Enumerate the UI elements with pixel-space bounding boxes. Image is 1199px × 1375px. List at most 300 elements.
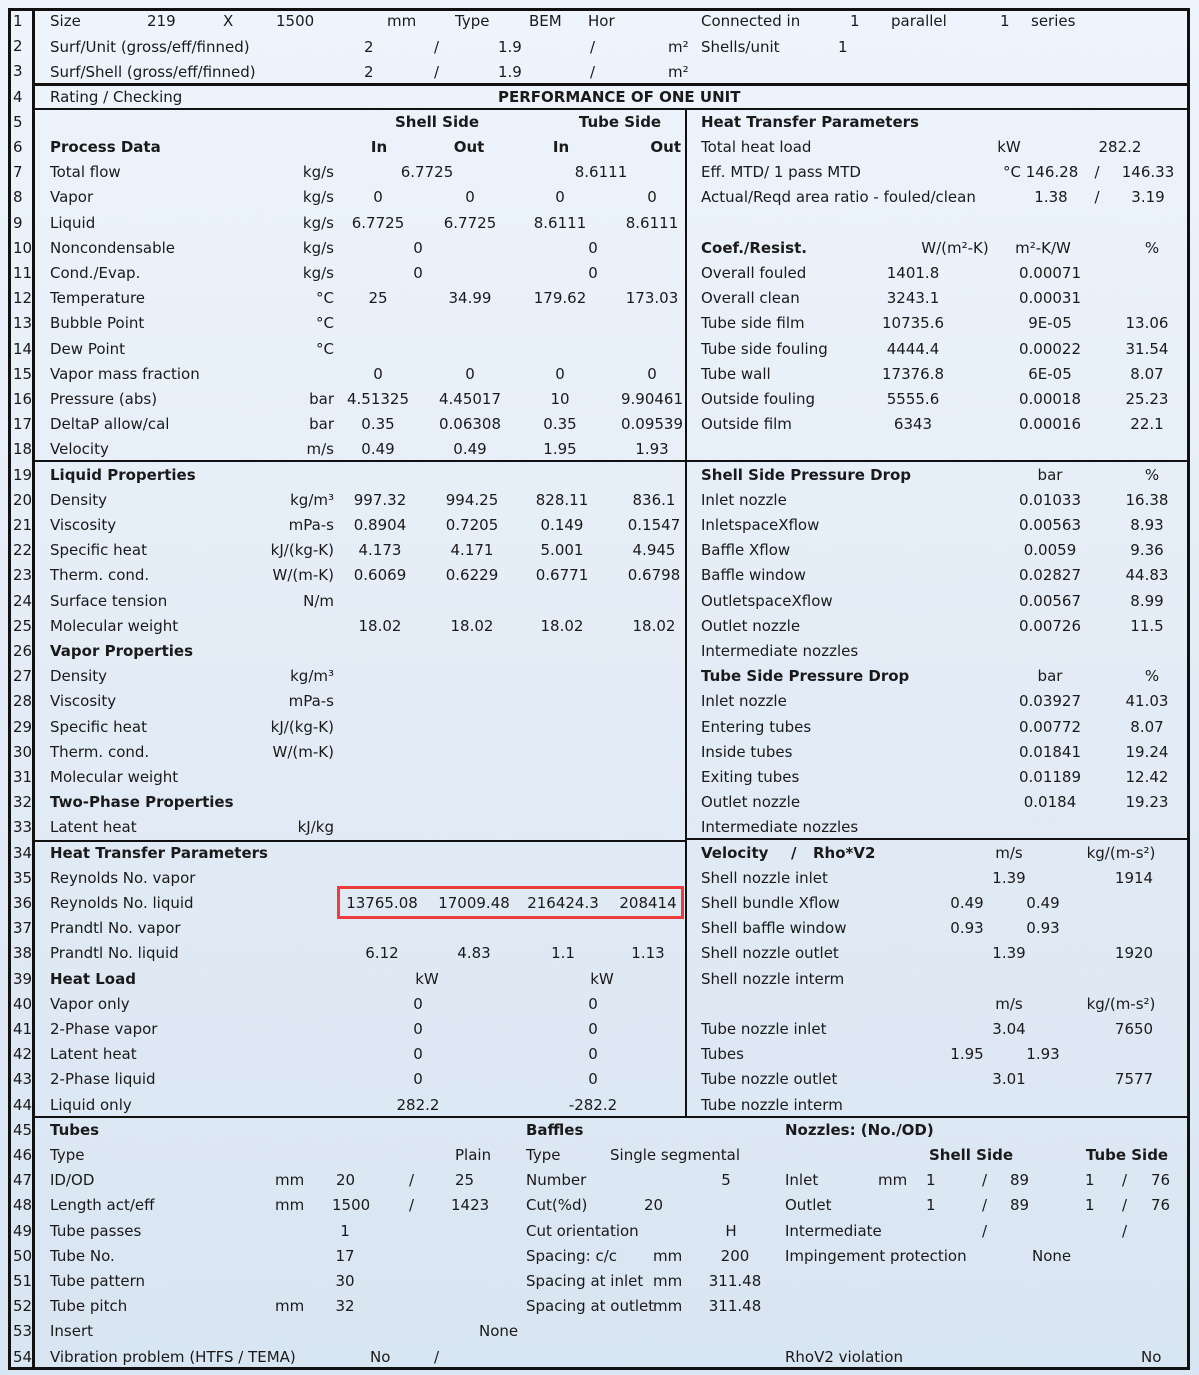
slash: /	[791, 844, 797, 862]
coef-row-label: Outside fouling	[701, 390, 816, 408]
length-act: 1500	[332, 1196, 371, 1214]
row-number: 3	[13, 62, 23, 80]
tube-id: 20	[336, 1171, 356, 1189]
cut-label: Cut(%d)	[526, 1196, 588, 1214]
coef-value: 5555.6	[886, 390, 940, 408]
number-label: Number	[526, 1171, 587, 1189]
bar-value: 0.01189	[1018, 768, 1082, 786]
pct-value: 11.5	[1130, 617, 1164, 635]
tube-dp-label: Outlet nozzle	[701, 793, 801, 811]
velocity-unit: m/s	[995, 995, 1023, 1013]
pct-value: 41.03	[1125, 692, 1169, 710]
htp-left-label: Prandtl No. vapor	[50, 919, 181, 937]
vibration-htfs: No	[370, 1348, 391, 1366]
value: 4.51325	[346, 390, 410, 408]
size-a: 219	[147, 12, 176, 30]
bar-value: 0.00567	[1018, 592, 1082, 610]
unit: mm	[275, 1196, 305, 1214]
row-number: 4	[13, 88, 23, 106]
pitch-label: Tube pitch	[50, 1297, 128, 1315]
pct-value: 8.93	[1130, 516, 1164, 534]
vapor-title: Vapor Properties	[50, 642, 193, 660]
process-row-label: Velocity	[50, 440, 109, 458]
baffle-type-value: Single segmental	[610, 1146, 741, 1164]
area-fouled: 1.38	[1034, 188, 1068, 206]
process-row-label: Pressure (abs)	[50, 390, 158, 408]
tube-value: 0	[588, 1070, 598, 1088]
resist-unit: m²-K/W	[1015, 239, 1071, 257]
coef-title: Coef./Resist.	[701, 239, 807, 257]
row-number: 20	[13, 491, 33, 509]
value: 0	[555, 365, 565, 383]
value: 994.25	[445, 491, 499, 509]
heat-load-unit: kW	[415, 970, 439, 988]
velocity-b: 1.93	[1026, 1045, 1060, 1063]
spacing-value: 200	[720, 1247, 750, 1265]
insert-value: None	[479, 1322, 519, 1340]
bar-value: 0.0184	[1023, 793, 1077, 811]
value: 0.6798	[627, 566, 681, 584]
row-number: 1	[13, 12, 23, 30]
nozzle-intermediate-label: Intermediate	[785, 1222, 882, 1240]
tube-no-value: 17	[335, 1247, 355, 1265]
value: 89	[1010, 1171, 1030, 1189]
liquid-row-label: Therm. cond.	[50, 566, 150, 584]
unit: °C	[316, 314, 334, 332]
velocity-row-label: Tube nozzle outlet	[701, 1070, 838, 1088]
connected-label: Connected in	[701, 12, 801, 30]
spacing-inlet-label: Spacing at inlet	[526, 1272, 644, 1290]
bar-value: 0.01841	[1018, 743, 1082, 761]
value: 216424.3	[527, 894, 599, 912]
value: 6.12	[365, 944, 399, 962]
surf-shell-gross: 2	[364, 63, 374, 81]
insert-label: Insert	[50, 1322, 94, 1340]
value: 1.1	[551, 944, 575, 962]
unit: kg/s	[302, 264, 334, 282]
row-number: 45	[13, 1121, 33, 1139]
slash: /	[590, 38, 596, 56]
tube-value: 8.6111	[574, 163, 628, 181]
unit: kg/s	[302, 163, 334, 181]
slash: /	[1122, 1222, 1128, 1240]
velocity-row-label: Shell nozzle inlet	[701, 869, 828, 887]
unit: bar	[309, 415, 334, 433]
velocity-a: 1.95	[950, 1045, 984, 1063]
row-number: 17	[13, 415, 33, 433]
value: 0.49	[361, 440, 395, 458]
liquid-title: Liquid Properties	[50, 466, 196, 484]
resist-value: 0.00018	[1018, 390, 1082, 408]
surf-unit-label: Surf/Unit (gross/eff/finned)	[50, 38, 250, 56]
velocity-row-label: Tubes	[701, 1045, 744, 1063]
row-number: 40	[13, 995, 33, 1013]
unit: mm	[653, 1272, 683, 1290]
tube-value: 0	[588, 1045, 598, 1063]
bar-header: bar	[1037, 667, 1063, 685]
number-value: 5	[721, 1171, 731, 1189]
row-number: 8	[13, 188, 23, 206]
coef-value: 4444.4	[886, 340, 940, 358]
tube-dp-label: Intermediate nozzles	[701, 818, 859, 836]
heat-load-title: Heat Load	[50, 970, 136, 988]
slash: /	[1094, 163, 1100, 181]
pattern-value: 30	[335, 1272, 355, 1290]
row-number: 43	[13, 1070, 33, 1088]
row-number: 37	[13, 919, 33, 937]
velocity-b: 0.49	[1026, 894, 1060, 912]
value: 13765.08	[346, 894, 418, 912]
row-number: 35	[13, 869, 33, 887]
value: 89	[1010, 1196, 1030, 1214]
resist-value: 6E-05	[1028, 365, 1072, 383]
slash: /	[590, 63, 596, 81]
vapor-row-label: Viscosity	[50, 692, 117, 710]
unit: bar	[309, 390, 334, 408]
size-unit: mm	[387, 12, 417, 30]
impingement-label: Impingement protection	[785, 1247, 967, 1265]
unit: mm	[275, 1297, 305, 1315]
tube-value: -282.2	[568, 1096, 618, 1114]
tube-dp-label: Entering tubes	[701, 718, 812, 736]
tube-dp-label: Exiting tubes	[701, 768, 800, 786]
value: 1	[926, 1171, 936, 1189]
value: 4.83	[457, 944, 491, 962]
unit: kJ/(kg-K)	[270, 541, 334, 559]
tube-dp-title: Tube Side Pressure Drop	[701, 667, 910, 685]
type-label: Type	[455, 12, 490, 30]
tube-value: 0	[588, 1020, 598, 1038]
resist-value: 0.00022	[1018, 340, 1082, 358]
value: 0	[465, 188, 475, 206]
value: 6.7725	[351, 214, 405, 232]
value: 0.49	[453, 440, 487, 458]
value: 8.6111	[533, 214, 587, 232]
value: 6.7725	[443, 214, 497, 232]
resist-value: 9E-05	[1028, 314, 1072, 332]
row-number: 47	[13, 1171, 33, 1189]
idod-label: ID/OD	[50, 1171, 95, 1189]
area-unit: m²	[668, 63, 689, 81]
page-title: PERFORMANCE OF ONE UNIT	[498, 88, 741, 106]
rhov2-violation-value: No	[1141, 1348, 1162, 1366]
row-number: 44	[13, 1096, 33, 1114]
mtd-unit: °C	[1003, 163, 1021, 181]
unit: kg/m³	[290, 667, 334, 685]
value: 0	[373, 365, 383, 383]
latent-label: Latent heat	[50, 818, 137, 836]
row-number: 51	[13, 1272, 33, 1290]
htp-left-label: Reynolds No. vapor	[50, 869, 196, 887]
pct-value: 31.54	[1125, 340, 1169, 358]
value: 0.09539	[620, 415, 684, 433]
value: 1.95	[543, 440, 577, 458]
process-row-label: DeltaP allow/cal	[50, 415, 170, 433]
value: 0	[647, 188, 657, 206]
row-number: 26	[13, 642, 33, 660]
liquid-row-label: Surface tension	[50, 592, 168, 610]
surf-shell-label: Surf/Shell (gross/eff/finned)	[50, 63, 256, 81]
value: 0.6069	[353, 566, 407, 584]
slash: /	[982, 1196, 988, 1214]
value: 0.1547	[627, 516, 681, 534]
row-number: 11	[13, 264, 33, 282]
row-number: 25	[13, 617, 33, 635]
value: 18.02	[632, 617, 676, 635]
value: 18.02	[540, 617, 584, 635]
passes-label: Tube passes	[50, 1222, 142, 1240]
unit: mm	[275, 1171, 305, 1189]
value: 836.1	[632, 491, 676, 509]
pct-value: 13.06	[1125, 314, 1169, 332]
row-number: 49	[13, 1222, 33, 1240]
area-ratio-label: Actual/Reqd area ratio - fouled/clean	[701, 188, 976, 206]
shell-dp-label: Outlet nozzle	[701, 617, 801, 635]
unit: kJ/(kg-K)	[270, 718, 334, 736]
value: 34.99	[448, 289, 492, 307]
liquid-row-label: Molecular weight	[50, 617, 179, 635]
pct-value: 9.36	[1130, 541, 1164, 559]
row-number: 6	[13, 138, 23, 156]
unit: mm	[653, 1247, 683, 1265]
process-row-label: Cond./Evap.	[50, 264, 141, 282]
value: 208414	[619, 894, 677, 912]
value: 0.6771	[535, 566, 589, 584]
row-number: 42	[13, 1045, 33, 1063]
bar-value: 0.00563	[1018, 516, 1082, 534]
mtd-1pass: 146.33	[1121, 163, 1175, 181]
value: 18.02	[358, 617, 402, 635]
process-data-title: Process Data	[50, 138, 161, 156]
rhov2-value: 7577	[1114, 1070, 1154, 1088]
spacing-outlet-label: Spacing at outlet	[526, 1297, 655, 1315]
velocity-row-label: Tube nozzle interm	[701, 1096, 843, 1114]
col-in: In	[370, 138, 388, 156]
vapor-row-label: Therm. cond.	[50, 743, 150, 761]
value: 0.149	[540, 516, 584, 534]
total-load-unit: kW	[997, 138, 1021, 156]
slash: /	[1122, 1196, 1128, 1214]
resist-value: 0.00031	[1018, 289, 1082, 307]
shell-dp-label: Baffle window	[701, 566, 806, 584]
coef-value: 6343	[893, 415, 933, 433]
row-number: 19	[13, 466, 33, 484]
shell-value: 0	[413, 1070, 423, 1088]
shells-label: Shells/unit	[701, 38, 780, 56]
bar-value: 0.00772	[1018, 718, 1082, 736]
value: 17009.48	[438, 894, 510, 912]
shell-dp-label: OutletspaceXflow	[701, 592, 833, 610]
heat-load-label: 2-Phase liquid	[50, 1070, 156, 1088]
row-number: 5	[13, 113, 23, 131]
unit: kg/s	[302, 188, 334, 206]
col-out: Out	[650, 138, 681, 156]
row-number: 2	[13, 37, 23, 55]
tube-type-value: Plain	[455, 1146, 492, 1164]
unit: kg/m³	[290, 491, 334, 509]
value: 179.62	[533, 289, 587, 307]
surf-unit-gross: 2	[364, 38, 374, 56]
vapor-row-label: Specific heat	[50, 718, 147, 736]
pct-value: 8.07	[1130, 365, 1164, 383]
value: 25	[368, 289, 388, 307]
velocity-title: Velocity	[701, 844, 769, 862]
tube-value: 0	[588, 264, 598, 282]
tube-side-header: Tube Side	[578, 113, 662, 131]
pct-value: 22.1	[1130, 415, 1164, 433]
process-row-label: Bubble Point	[50, 314, 145, 332]
col-in: In	[552, 138, 570, 156]
velocity-b: 1.39	[992, 944, 1026, 962]
nozzle-outlet-label: Outlet	[785, 1196, 832, 1214]
heat-load-label: Vapor only	[50, 995, 130, 1013]
velocity-row-label: Shell nozzle outlet	[701, 944, 839, 962]
value: 5.001	[540, 541, 584, 559]
unit: N/m	[303, 592, 334, 610]
orientation-value: H	[725, 1222, 737, 1240]
slash: /	[1122, 1171, 1128, 1189]
shell-dp-label: Baffle Xflow	[701, 541, 791, 559]
row-number: 48	[13, 1196, 33, 1214]
bar-value: 0.0059	[1023, 541, 1077, 559]
unit: W/(m-K)	[272, 743, 334, 761]
row-number: 12	[13, 289, 33, 307]
row-number: 38	[13, 944, 33, 962]
nozzle-inlet-label: Inlet	[785, 1171, 819, 1189]
velocity-row-label: Tube nozzle inlet	[701, 1020, 827, 1038]
coef-row-label: Tube side film	[701, 314, 805, 332]
resist-value: 0.00016	[1018, 415, 1082, 433]
process-row-label: Vapor mass fraction	[50, 365, 200, 383]
value: 4.171	[450, 541, 494, 559]
process-row-label: Total flow	[50, 163, 121, 181]
tube-type-label: Type	[50, 1146, 85, 1164]
velocity-b: 3.01	[992, 1070, 1026, 1088]
value: 18.02	[450, 617, 494, 635]
value: 9.90461	[620, 390, 684, 408]
value: 1.13	[631, 944, 665, 962]
pct-header: %	[1144, 667, 1160, 685]
type-value: BEM	[529, 12, 562, 30]
value: 4.945	[632, 541, 676, 559]
surf-shell-eff: 1.9	[498, 63, 522, 81]
process-row-label: Dew Point	[50, 340, 126, 358]
coef-unit: W/(m²-K)	[921, 239, 989, 257]
value: 0.35	[543, 415, 577, 433]
unit: mPa-s	[288, 692, 334, 710]
process-row-label: Temperature	[50, 289, 146, 307]
shell-value: 0	[413, 239, 423, 257]
row-number: 30	[13, 743, 33, 761]
row-number: 46	[13, 1146, 33, 1164]
pct-value: 16.38	[1125, 491, 1169, 509]
unit: °C	[316, 340, 334, 358]
pct-value: 8.99	[1130, 592, 1164, 610]
coef-value: 3243.1	[886, 289, 940, 307]
rhov2-value: 7650	[1114, 1020, 1154, 1038]
value: 0	[465, 365, 475, 383]
tube-value: 0	[588, 995, 598, 1013]
length-label: Length act/eff	[50, 1196, 155, 1214]
pct-value: 19.24	[1125, 743, 1169, 761]
coef-row-label: Tube side fouling	[701, 340, 828, 358]
pct-header: %	[1144, 466, 1160, 484]
rhov2-value: 1920	[1114, 944, 1154, 962]
passes-value: 1	[340, 1222, 350, 1240]
row-number: 33	[13, 818, 33, 836]
slash: /	[434, 63, 440, 81]
rhov2-unit: kg/(m-s²)	[1086, 995, 1156, 1013]
size-b: 1500	[276, 12, 315, 30]
shell-value: 0	[413, 995, 423, 1013]
bar-value: 0.02827	[1018, 566, 1082, 584]
length-eff: 1423	[451, 1196, 490, 1214]
row-number: 32	[13, 793, 33, 811]
slash: /	[409, 1171, 415, 1189]
unit: mPa-s	[288, 516, 334, 534]
pattern-label: Tube pattern	[50, 1272, 146, 1290]
row-number: 53	[13, 1322, 33, 1340]
parallel-count: 1	[850, 12, 860, 30]
bar-header: bar	[1037, 466, 1063, 484]
value: 1	[926, 1196, 936, 1214]
velocity-a: 0.49	[950, 894, 984, 912]
liquid-row-label: Specific heat	[50, 541, 147, 559]
htp-left-title: Heat Transfer Parameters	[50, 844, 268, 862]
row-number: 41	[13, 1020, 33, 1038]
shell-dp-label: Inlet nozzle	[701, 491, 787, 509]
row-number: 14	[13, 340, 33, 358]
pct-value: 44.83	[1125, 566, 1169, 584]
row-number: 39	[13, 970, 33, 988]
mtd-label: Eff. MTD/ 1 pass MTD	[701, 163, 861, 181]
row-number: 9	[13, 214, 23, 232]
unit: kg/s	[302, 214, 334, 232]
mtd-eff: 146.28	[1025, 163, 1079, 181]
shells-value: 1	[838, 38, 848, 56]
series-label: series	[1031, 12, 1076, 30]
row-number: 18	[13, 440, 33, 458]
total-load-value: 282.2	[1098, 138, 1142, 156]
value: 1	[1085, 1171, 1095, 1189]
velocity-b: 0.93	[1026, 919, 1060, 937]
row-number: 52	[13, 1297, 33, 1315]
shell-value: 0	[413, 1045, 423, 1063]
row-number: 23	[13, 566, 33, 584]
heat-load-label: Latent heat	[50, 1045, 137, 1063]
impingement-value: None	[1032, 1247, 1072, 1265]
value: 4.45017	[438, 390, 502, 408]
spacing-label: Spacing: c/c	[526, 1247, 618, 1265]
shell-dp-label: InletspaceXflow	[701, 516, 820, 534]
nozzles-title: Nozzles: (No./OD)	[785, 1121, 934, 1139]
coef-value: 10735.6	[881, 314, 945, 332]
value: 0.6229	[445, 566, 499, 584]
row-number: 28	[13, 692, 33, 710]
heat-load-label: 2-Phase vapor	[50, 1020, 158, 1038]
shell-value: 0	[413, 1020, 423, 1038]
rhov2-title: Rho*V2	[813, 844, 876, 862]
velocity-row-label: Shell baffle window	[701, 919, 847, 937]
row-number: 29	[13, 718, 33, 736]
series-count: 1	[1000, 12, 1010, 30]
vibration-label: Vibration problem (HTFS / TEMA)	[50, 1348, 296, 1366]
parallel-label: parallel	[891, 12, 947, 30]
value: 173.03	[625, 289, 679, 307]
value: 0.06308	[438, 415, 502, 433]
process-row-label: Noncondensable	[50, 239, 176, 257]
size-label: Size	[50, 12, 81, 30]
